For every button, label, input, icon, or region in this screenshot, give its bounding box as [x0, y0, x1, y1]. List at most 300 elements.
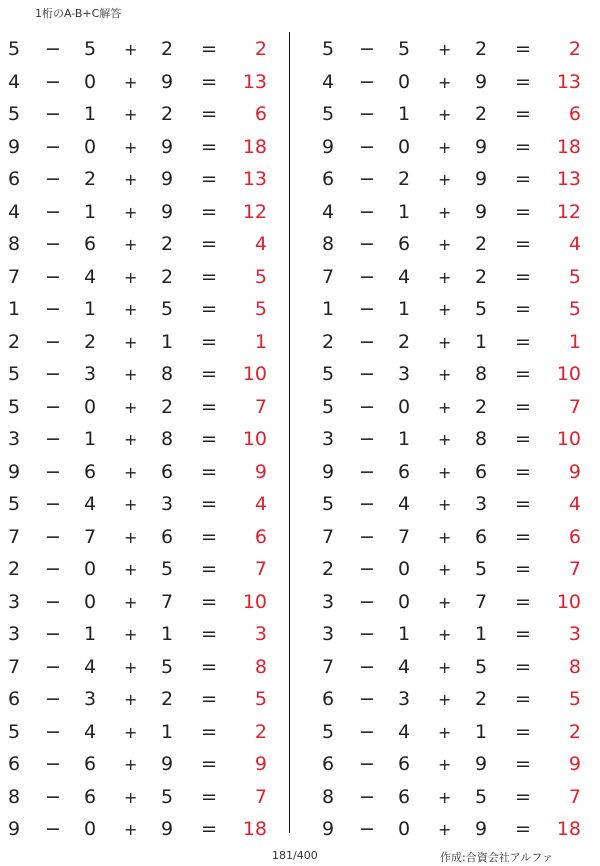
problem-row	[0, 488, 286, 521]
answer: 8	[254, 655, 267, 678]
operand-c: 2	[161, 103, 174, 125]
operand-c: 9	[475, 753, 488, 775]
operand-b: 1	[84, 428, 97, 450]
operand-a: 8	[322, 785, 335, 808]
answer: 5	[254, 688, 267, 710]
operand-a: 8	[322, 233, 335, 255]
equals-sign: =	[201, 168, 217, 190]
operand-a: 6	[8, 688, 21, 710]
plus-sign: +	[438, 560, 452, 579]
problem-row	[0, 196, 286, 229]
problem-row	[0, 261, 286, 294]
minus-sign: −	[45, 590, 61, 613]
operand-b: 0	[84, 590, 97, 613]
plus-sign: +	[438, 657, 452, 677]
minus-sign: −	[45, 753, 61, 775]
operand-b: 5	[84, 38, 97, 60]
problem-row	[0, 683, 286, 716]
operand-b: 1	[398, 623, 411, 645]
operand-a: 4	[8, 200, 21, 223]
operand-a: 3	[8, 428, 21, 450]
plus-sign: +	[124, 397, 138, 417]
operand-a: 1	[8, 298, 21, 320]
operand-a: 9	[8, 460, 21, 483]
answer: 18	[556, 818, 581, 840]
column-divider	[289, 32, 290, 833]
plus-sign: +	[124, 365, 138, 384]
equals-sign: =	[201, 265, 217, 288]
plus-sign: +	[438, 202, 452, 222]
plus-sign: +	[438, 72, 452, 92]
operand-c: 8	[161, 363, 174, 385]
problem-row	[0, 748, 286, 781]
operand-b: 1	[398, 428, 411, 450]
minus-sign: −	[45, 688, 61, 710]
operand-a: 7	[322, 655, 335, 678]
operand-a: 7	[8, 655, 21, 678]
equals-sign: =	[201, 330, 217, 353]
operand-b: 4	[84, 655, 97, 678]
equals-sign: =	[201, 70, 217, 93]
operand-c: 8	[475, 428, 488, 450]
plus-sign: +	[438, 430, 452, 449]
operand-a: 5	[8, 363, 21, 385]
operand-b: 6	[84, 233, 97, 255]
operand-a: 3	[322, 428, 335, 450]
operand-b: 4	[84, 265, 97, 288]
plus-sign: +	[438, 690, 452, 709]
minus-sign: −	[359, 395, 375, 418]
minus-sign: −	[359, 363, 375, 385]
equals-sign: =	[515, 785, 531, 808]
operand-a: 3	[322, 623, 335, 645]
minus-sign: −	[359, 38, 375, 60]
minus-sign: −	[45, 785, 61, 808]
answer: 18	[242, 135, 267, 158]
problem-row	[314, 748, 600, 781]
operand-c: 2	[475, 233, 488, 255]
minus-sign: −	[359, 265, 375, 288]
operand-c: 2	[475, 38, 488, 60]
plus-sign: +	[124, 137, 138, 157]
equals-sign: =	[201, 233, 217, 255]
problem-row	[0, 521, 286, 554]
answer: 9	[254, 753, 267, 775]
answer: 3	[254, 623, 267, 645]
operand-b: 4	[398, 720, 411, 743]
answer: 1	[254, 330, 267, 353]
problem-row	[314, 196, 600, 229]
operand-b: 0	[398, 558, 411, 580]
equals-sign: =	[201, 525, 217, 548]
operand-a: 9	[8, 135, 21, 158]
plus-sign: +	[438, 365, 452, 384]
operand-a: 4	[322, 70, 335, 93]
equals-sign: =	[201, 298, 217, 320]
operand-b: 1	[398, 103, 411, 125]
minus-sign: −	[45, 233, 61, 255]
plus-sign: +	[124, 235, 138, 254]
plus-sign: +	[124, 332, 138, 352]
answer: 13	[242, 168, 267, 190]
minus-sign: −	[45, 525, 61, 548]
plus-sign: +	[124, 430, 138, 449]
answer: 10	[242, 428, 267, 450]
operand-c: 9	[161, 168, 174, 190]
answer: 10	[556, 590, 581, 613]
equals-sign: =	[515, 818, 531, 840]
minus-sign: −	[359, 785, 375, 808]
plus-sign: +	[438, 40, 452, 59]
operand-a: 5	[8, 103, 21, 125]
minus-sign: −	[359, 168, 375, 190]
minus-sign: −	[45, 558, 61, 580]
answer: 5	[568, 265, 581, 288]
operand-a: 2	[322, 558, 335, 580]
problem-row	[0, 813, 286, 846]
operand-b: 4	[84, 720, 97, 743]
minus-sign: −	[359, 233, 375, 255]
operand-c: 1	[161, 330, 174, 353]
plus-sign: +	[438, 332, 452, 352]
operand-a: 9	[322, 135, 335, 158]
plus-sign: +	[124, 625, 138, 644]
answer: 6	[568, 525, 581, 548]
problem-row	[0, 716, 286, 749]
answer: 10	[556, 428, 581, 450]
problem-row	[314, 553, 600, 586]
operand-a: 5	[8, 720, 21, 743]
answer: 18	[556, 135, 581, 158]
minus-sign: −	[45, 70, 61, 93]
minus-sign: −	[359, 688, 375, 710]
operand-b: 6	[84, 460, 97, 483]
minus-sign: −	[45, 655, 61, 678]
operand-b: 6	[84, 785, 97, 808]
minus-sign: −	[359, 298, 375, 320]
operand-a: 2	[322, 330, 335, 353]
operand-b: 2	[398, 168, 411, 190]
operand-b: 6	[398, 753, 411, 775]
minus-sign: −	[359, 720, 375, 743]
operand-a: 4	[8, 70, 21, 93]
answer: 7	[568, 785, 581, 808]
answer: 4	[254, 493, 267, 515]
equals-sign: =	[201, 623, 217, 645]
minus-sign: −	[45, 623, 61, 645]
minus-sign: −	[359, 623, 375, 645]
operand-a: 5	[322, 38, 335, 60]
operand-c: 5	[475, 558, 488, 580]
equals-sign: =	[515, 590, 531, 613]
operand-b: 6	[398, 233, 411, 255]
right-problem-column	[314, 33, 600, 846]
equals-sign: =	[515, 363, 531, 385]
problem-row	[314, 618, 600, 651]
operand-a: 5	[322, 493, 335, 515]
operand-b: 3	[84, 688, 97, 710]
operand-c: 9	[161, 70, 174, 93]
operand-c: 2	[475, 103, 488, 125]
minus-sign: −	[359, 70, 375, 93]
minus-sign: −	[359, 655, 375, 678]
equals-sign: =	[201, 655, 217, 678]
equals-sign: =	[515, 720, 531, 743]
minus-sign: −	[45, 395, 61, 418]
operand-a: 9	[8, 818, 21, 840]
operand-c: 1	[475, 330, 488, 353]
problem-row	[314, 813, 600, 846]
equals-sign: =	[201, 558, 217, 580]
page-number: 181/400	[272, 849, 318, 862]
operand-c: 2	[161, 38, 174, 60]
problem-row	[0, 98, 286, 131]
plus-sign: +	[124, 202, 138, 222]
operand-c: 2	[475, 395, 488, 418]
equals-sign: =	[515, 200, 531, 223]
equals-sign: =	[201, 200, 217, 223]
operand-b: 1	[84, 298, 97, 320]
problem-row	[314, 33, 600, 66]
operand-b: 1	[398, 298, 411, 320]
equals-sign: =	[201, 785, 217, 808]
minus-sign: −	[45, 200, 61, 223]
operand-a: 5	[8, 493, 21, 515]
problem-row	[314, 391, 600, 424]
operand-b: 1	[84, 623, 97, 645]
plus-sign: +	[438, 787, 452, 807]
equals-sign: =	[201, 688, 217, 710]
minus-sign: −	[45, 460, 61, 483]
operand-b: 7	[84, 525, 97, 548]
answer: 5	[254, 298, 267, 320]
answer: 9	[254, 460, 267, 483]
problem-row	[0, 326, 286, 359]
operand-c: 9	[161, 135, 174, 158]
operand-a: 8	[8, 233, 21, 255]
answer: 9	[568, 753, 581, 775]
operand-c: 7	[475, 590, 488, 613]
operand-b: 6	[84, 753, 97, 775]
minus-sign: −	[45, 265, 61, 288]
equals-sign: =	[201, 753, 217, 775]
equals-sign: =	[515, 70, 531, 93]
equals-sign: =	[201, 590, 217, 613]
answer: 13	[556, 70, 581, 93]
operand-a: 5	[322, 363, 335, 385]
problem-row	[314, 163, 600, 196]
operand-a: 5	[322, 720, 335, 743]
plus-sign: +	[438, 820, 452, 839]
operand-b: 0	[398, 395, 411, 418]
problem-row	[314, 521, 600, 554]
minus-sign: −	[359, 818, 375, 840]
minus-sign: −	[45, 720, 61, 743]
plus-sign: +	[124, 820, 138, 839]
plus-sign: +	[124, 592, 138, 612]
operand-b: 0	[84, 395, 97, 418]
operand-c: 5	[475, 655, 488, 678]
equals-sign: =	[201, 395, 217, 418]
operand-b: 0	[84, 558, 97, 580]
operand-a: 8	[8, 785, 21, 808]
operand-c: 9	[475, 168, 488, 190]
equals-sign: =	[201, 720, 217, 743]
problem-row	[314, 358, 600, 391]
operand-c: 9	[161, 818, 174, 840]
answer: 2	[254, 720, 267, 743]
answer: 12	[242, 200, 267, 223]
plus-sign: +	[124, 722, 138, 742]
operand-c: 5	[161, 655, 174, 678]
operand-b: 4	[398, 655, 411, 678]
operand-c: 5	[161, 558, 174, 580]
minus-sign: −	[45, 103, 61, 125]
operand-c: 9	[475, 200, 488, 223]
minus-sign: −	[359, 558, 375, 580]
answer: 7	[568, 558, 581, 580]
problem-row	[314, 781, 600, 814]
equals-sign: =	[515, 135, 531, 158]
answer: 12	[556, 200, 581, 223]
operand-c: 5	[475, 298, 488, 320]
operand-c: 5	[161, 785, 174, 808]
operand-b: 2	[84, 168, 97, 190]
plus-sign: +	[124, 105, 138, 124]
problem-row	[314, 651, 600, 684]
answer: 13	[556, 168, 581, 190]
problem-row	[314, 228, 600, 261]
plus-sign: +	[438, 397, 452, 417]
operand-b: 0	[398, 70, 411, 93]
answer: 10	[556, 363, 581, 385]
plus-sign: +	[124, 495, 138, 514]
plus-sign: +	[438, 625, 452, 644]
operand-a: 3	[322, 590, 335, 613]
plus-sign: +	[124, 72, 138, 92]
minus-sign: −	[45, 135, 61, 158]
operand-a: 7	[8, 525, 21, 548]
plus-sign: +	[438, 137, 452, 157]
problem-row	[0, 293, 286, 326]
operand-b: 6	[398, 785, 411, 808]
equals-sign: =	[201, 428, 217, 450]
operand-a: 5	[8, 395, 21, 418]
plus-sign: +	[438, 462, 452, 482]
operand-a: 5	[8, 38, 21, 60]
operand-a: 6	[322, 753, 335, 775]
plus-sign: +	[438, 170, 452, 189]
operand-b: 2	[398, 330, 411, 353]
operand-c: 1	[475, 720, 488, 743]
operand-a: 4	[322, 200, 335, 223]
problem-row	[0, 781, 286, 814]
equals-sign: =	[515, 168, 531, 190]
problem-row	[0, 423, 286, 456]
operand-c: 6	[161, 525, 174, 548]
operand-b: 1	[398, 200, 411, 223]
equals-sign: =	[201, 818, 217, 840]
minus-sign: −	[359, 428, 375, 450]
left-problem-column	[0, 33, 286, 846]
answer: 10	[242, 363, 267, 385]
minus-sign: −	[359, 135, 375, 158]
problem-row	[314, 716, 600, 749]
equals-sign: =	[515, 460, 531, 483]
equals-sign: =	[515, 493, 531, 515]
problem-row	[314, 131, 600, 164]
equals-sign: =	[201, 493, 217, 515]
problem-row	[314, 293, 600, 326]
operand-b: 0	[398, 135, 411, 158]
plus-sign: +	[438, 722, 452, 742]
minus-sign: −	[359, 753, 375, 775]
minus-sign: −	[359, 330, 375, 353]
problem-row	[0, 391, 286, 424]
operand-c: 2	[475, 265, 488, 288]
operand-a: 2	[8, 558, 21, 580]
operand-a: 3	[8, 623, 21, 645]
answer: 2	[568, 38, 581, 60]
problem-row	[0, 553, 286, 586]
equals-sign: =	[515, 623, 531, 645]
operand-a: 5	[322, 395, 335, 418]
problem-row	[314, 488, 600, 521]
plus-sign: +	[124, 267, 138, 287]
answer: 10	[242, 590, 267, 613]
minus-sign: −	[45, 168, 61, 190]
problem-row	[0, 228, 286, 261]
equals-sign: =	[515, 753, 531, 775]
plus-sign: +	[124, 657, 138, 677]
problem-row	[0, 618, 286, 651]
answer: 2	[254, 38, 267, 60]
operand-c: 2	[161, 688, 174, 710]
operand-b: 0	[398, 590, 411, 613]
operand-c: 1	[161, 720, 174, 743]
minus-sign: −	[45, 330, 61, 353]
operand-b: 4	[398, 265, 411, 288]
answer: 6	[254, 525, 267, 548]
operand-c: 6	[161, 460, 174, 483]
operand-b: 6	[398, 460, 411, 483]
minus-sign: −	[359, 200, 375, 223]
problem-row	[0, 651, 286, 684]
minus-sign: −	[359, 590, 375, 613]
operand-b: 0	[84, 135, 97, 158]
problem-row	[0, 66, 286, 99]
minus-sign: −	[359, 525, 375, 548]
operand-b: 0	[84, 818, 97, 840]
minus-sign: −	[45, 493, 61, 515]
operand-a: 6	[322, 688, 335, 710]
plus-sign: +	[438, 105, 452, 124]
answer: 6	[254, 103, 267, 125]
equals-sign: =	[515, 558, 531, 580]
minus-sign: −	[45, 428, 61, 450]
equals-sign: =	[201, 103, 217, 125]
minus-sign: −	[359, 460, 375, 483]
plus-sign: +	[438, 267, 452, 287]
operand-b: 5	[398, 38, 411, 60]
equals-sign: =	[201, 38, 217, 60]
operand-c: 7	[161, 590, 174, 613]
operand-a: 7	[322, 525, 335, 548]
equals-sign: =	[515, 265, 531, 288]
operand-b: 7	[398, 525, 411, 548]
answer: 5	[254, 265, 267, 288]
operand-a: 2	[8, 330, 21, 353]
